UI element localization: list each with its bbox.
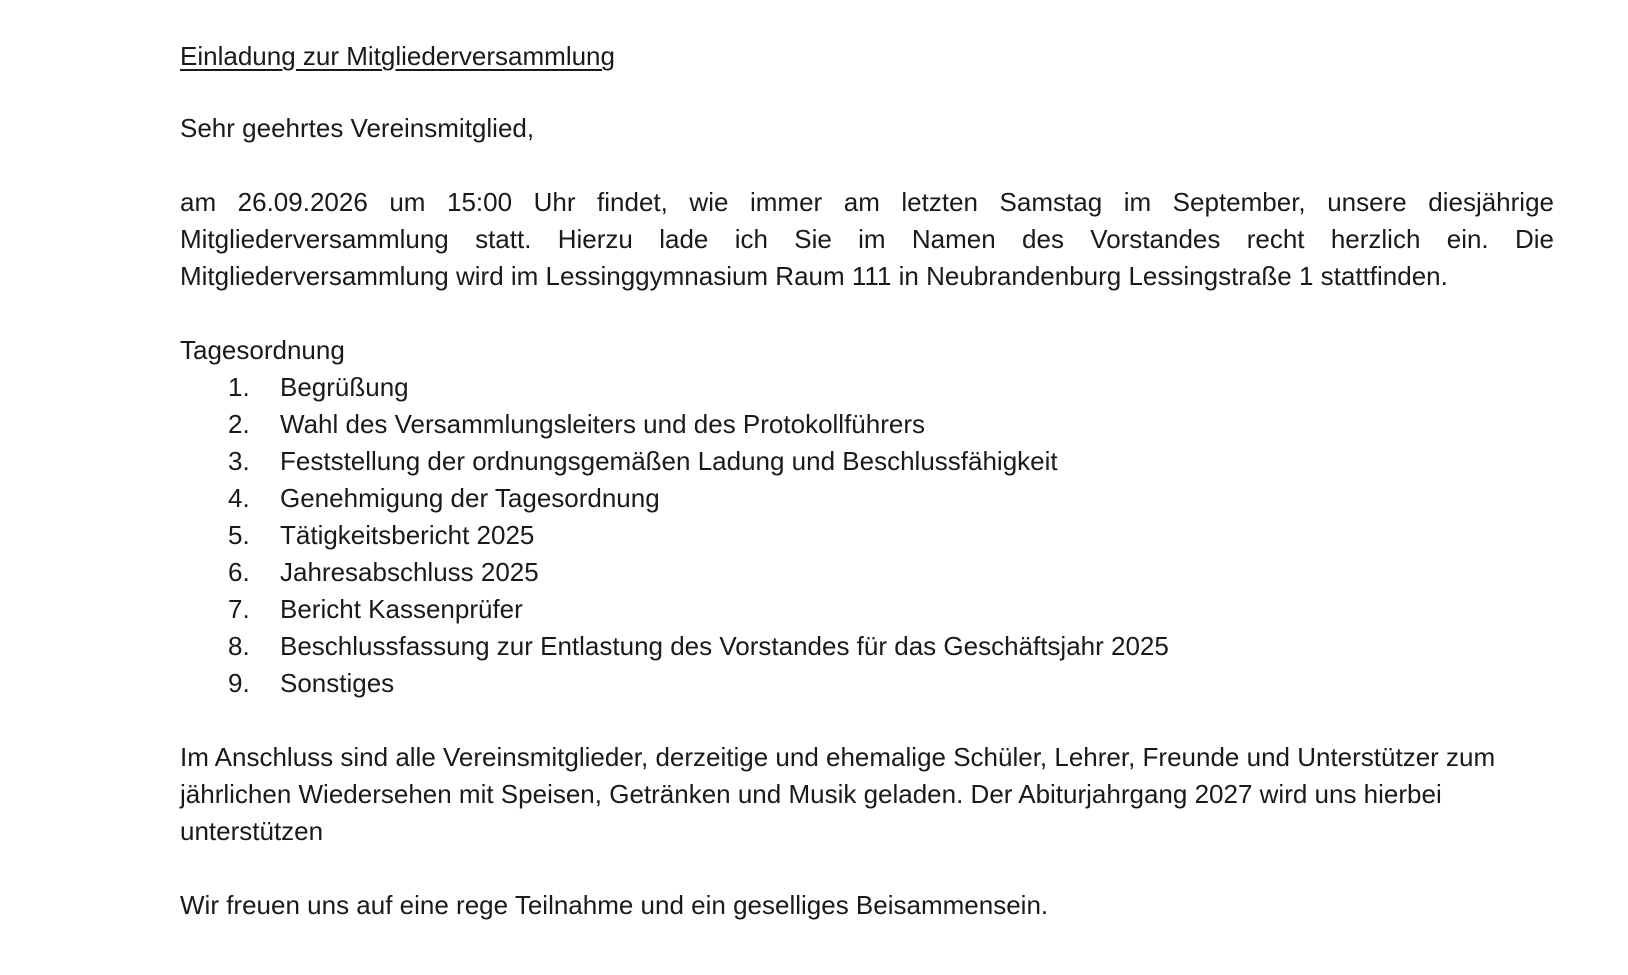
agenda-item <box>180 517 1554 554</box>
agenda-item <box>180 406 1554 443</box>
agenda-item-number: 5. <box>228 520 250 550</box>
document-page <box>180 36 1554 924</box>
agenda-heading: Tagesordnung <box>180 335 345 365</box>
agenda-item-number: 3. <box>228 446 250 476</box>
agenda-item-number: 8. <box>228 631 250 661</box>
agenda-item <box>180 665 1554 702</box>
agenda-item-number: 9. <box>228 668 250 698</box>
agenda-item <box>180 628 1554 665</box>
intro-paragraph: am 26.09.2026 um 15:00 Uhr findet, wie immer am letzten Samstag im September, unsere diesjährige Mitgliederversammlung statt. Hierzu lade ich Sie im Namen des Vorstandes recht herzlich ein. Die Mitgliederversammlung wird im Lessinggymnasium Raum 111 in Neubrandenburg Lessingstraße 1 stattfinden. <box>180 187 1554 291</box>
agenda-item <box>180 443 1554 480</box>
agenda-item-number: 2. <box>228 409 250 439</box>
agenda-item-number: 7. <box>228 594 250 624</box>
agenda-item-number: 6. <box>228 557 250 587</box>
salutation: Sehr geehrtes Vereinsmitglied, <box>180 113 535 143</box>
outro-paragraph: Im Anschluss sind alle Vereinsmitglieder, derzeitige und ehemalige Schüler, Lehrer, Freunde und Unterstützer zum jährlichen Wiedersehen mit Speisen, Getränken und Musik geladen. Der Abiturjahrgang 2027 wird uns hierbei unterstützen <box>180 742 1496 846</box>
agenda-item-label: Wahl des Versammlungsleiters und des Protokollführers <box>280 409 925 439</box>
agenda-item-label: Sonstiges <box>280 668 395 698</box>
agenda-item-label: Beschlussfassung zur Entlastung des Vorstandes für das Geschäftsjahr 2025 <box>280 631 1169 661</box>
agenda-item-label: Feststellung der ordnungsgemäßen Ladung und Beschlussfähigkeit <box>280 446 1058 476</box>
agenda-item-label: Begrüßung <box>280 372 409 402</box>
agenda-list <box>180 369 1554 702</box>
agenda-item-label: Tätigkeitsbericht 2025 <box>280 520 535 550</box>
closing-line: Wir freuen uns auf eine rege Teilnahme und ein geselliges Beisammensein. <box>180 890 1049 920</box>
agenda-item-label: Bericht Kassenprüfer <box>280 594 523 624</box>
agenda-item <box>180 554 1554 591</box>
agenda-item <box>180 591 1554 628</box>
agenda-item <box>180 480 1554 517</box>
agenda-item <box>180 369 1554 406</box>
agenda-item-label: Genehmigung der Tagesordnung <box>280 483 660 513</box>
agenda-item-number: 1. <box>228 372 250 402</box>
document-title: Einladung zur Mitgliederversammlung <box>180 41 615 71</box>
agenda-item-number: 4. <box>228 483 250 513</box>
agenda-item-label: Jahresabschluss 2025 <box>280 557 539 587</box>
